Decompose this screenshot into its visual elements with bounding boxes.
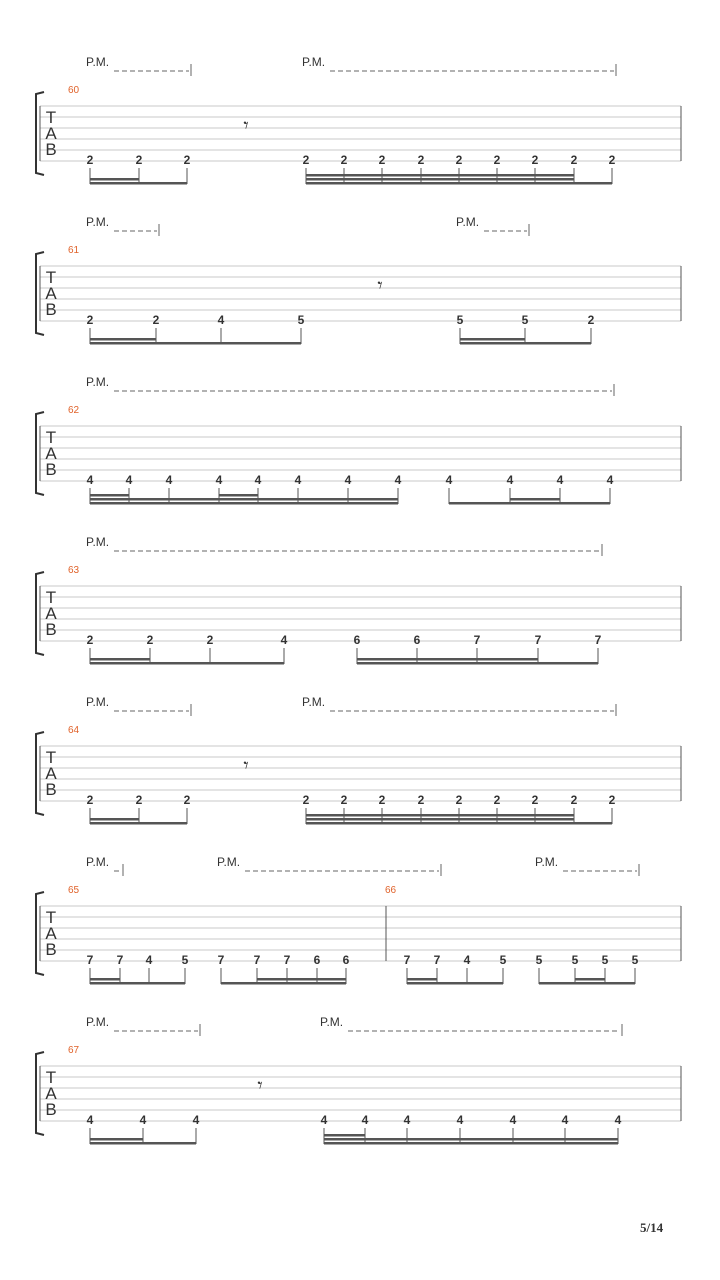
tab-system [36, 375, 681, 505]
fret-number: 2 [183, 793, 191, 807]
beam [90, 178, 139, 181]
fret-number: 5 [456, 313, 464, 327]
measure-number: 61 [68, 245, 80, 256]
tab-clef-letter: T [45, 268, 57, 287]
tab-clef-letter: B [45, 1100, 57, 1119]
tab-clef-letter: B [45, 780, 57, 799]
fret-number: 4 [456, 1113, 464, 1127]
fret-number: 2 [417, 153, 425, 167]
fret-number: 5 [601, 953, 609, 967]
fret-number: 2 [135, 793, 143, 807]
fret-number: 4 [556, 473, 564, 487]
tab-system [36, 535, 681, 665]
tab-clef-letter: T [45, 588, 57, 607]
beam [90, 498, 398, 501]
measure-number: 65 [68, 885, 80, 896]
fret-number: 5 [521, 313, 529, 327]
fret-number: 4 [606, 473, 614, 487]
fret-number: 2 [378, 153, 386, 167]
fret-number: 2 [86, 633, 94, 647]
eighth-rest: 𝄾 [257, 1073, 263, 1097]
fret-number: 4 [215, 473, 223, 487]
fret-number: 4 [86, 473, 94, 487]
beam [90, 818, 139, 821]
beam [90, 978, 120, 981]
fret-number: 4 [506, 473, 514, 487]
fret-number: 4 [192, 1113, 200, 1127]
tab-system [36, 55, 681, 185]
beam [575, 978, 605, 981]
beam [90, 502, 398, 505]
fret-number: 4 [294, 473, 302, 487]
beam [306, 814, 574, 817]
fret-number: 2 [86, 793, 94, 807]
fret-number: 4 [320, 1113, 328, 1127]
tab-clef-letter: B [45, 140, 57, 159]
tab-clef-letter: A [45, 284, 57, 303]
fret-number: 2 [417, 793, 425, 807]
fret-number: 2 [608, 793, 616, 807]
fret-number: 5 [535, 953, 543, 967]
fret-number: 2 [302, 153, 310, 167]
palm-mute-label: P.M. [320, 1015, 344, 1029]
fret-number: 4 [280, 633, 288, 647]
fret-number: 4 [145, 953, 153, 967]
beam [306, 822, 612, 825]
fret-number: 7 [594, 633, 602, 647]
tab-clef-letter: A [45, 444, 57, 463]
beam [90, 658, 150, 661]
fret-number: 2 [378, 793, 386, 807]
measure-number: 62 [68, 405, 80, 416]
tab-clef-letter: A [45, 1084, 57, 1103]
fret-number: 7 [217, 953, 225, 967]
page-number: 5/14 [640, 1220, 664, 1235]
fret-number: 7 [473, 633, 481, 647]
tab-clef-letter: A [45, 924, 57, 943]
fret-number: 2 [570, 153, 578, 167]
fret-number: 4 [394, 473, 402, 487]
beam [90, 982, 185, 985]
tab-clef-letter: T [45, 908, 57, 927]
tab-clef-letter: B [45, 620, 57, 639]
fret-number: 4 [86, 1113, 94, 1127]
fret-number: 6 [313, 953, 321, 967]
beam [306, 818, 574, 821]
fret-number: 5 [571, 953, 579, 967]
measure-number: 60 [68, 85, 80, 96]
palm-mute-label: P.M. [86, 215, 110, 229]
tab-system [36, 215, 681, 345]
fret-number: 2 [493, 793, 501, 807]
beam [219, 494, 258, 497]
fret-number: 5 [631, 953, 639, 967]
beam [306, 174, 574, 177]
fret-number: 2 [608, 153, 616, 167]
palm-mute-label: P.M. [217, 855, 241, 869]
fret-number: 4 [463, 953, 471, 967]
fret-number: 4 [403, 1113, 411, 1127]
measure-number: 66 [385, 885, 397, 896]
fret-number: 4 [445, 473, 453, 487]
beam [539, 982, 635, 985]
tab-clef-letter: A [45, 604, 57, 623]
fret-number: 6 [353, 633, 361, 647]
palm-mute-label: P.M. [302, 695, 326, 709]
beam [306, 182, 612, 185]
fret-number: 2 [340, 793, 348, 807]
palm-mute-label: P.M. [86, 695, 110, 709]
fret-number: 4 [614, 1113, 622, 1127]
fret-number: 4 [561, 1113, 569, 1127]
measure-number: 67 [68, 1045, 80, 1056]
beam [460, 342, 591, 345]
fret-number: 6 [413, 633, 421, 647]
tab-clef-letter: B [45, 940, 57, 959]
fret-number: 7 [433, 953, 441, 967]
palm-mute-label: P.M. [456, 215, 480, 229]
beam [324, 1142, 618, 1145]
fret-number: 2 [86, 313, 94, 327]
beam [357, 658, 538, 661]
fret-number: 7 [86, 953, 94, 967]
fret-number: 2 [340, 153, 348, 167]
eighth-rest: 𝄾 [377, 273, 383, 297]
tab-clef-letter: T [45, 748, 57, 767]
beam [357, 662, 598, 665]
palm-mute-label: P.M. [86, 55, 110, 69]
fret-number: 7 [253, 953, 261, 967]
fret-number: 2 [86, 153, 94, 167]
fret-number: 4 [254, 473, 262, 487]
fret-number: 4 [125, 473, 133, 487]
fret-number: 5 [499, 953, 507, 967]
beam [90, 342, 301, 345]
palm-mute-label: P.M. [535, 855, 559, 869]
beam [460, 338, 525, 341]
fret-number: 2 [455, 793, 463, 807]
beam [407, 978, 437, 981]
tab-system [36, 695, 681, 825]
fret-number: 4 [165, 473, 173, 487]
fret-number: 4 [509, 1113, 517, 1127]
fret-number: 2 [455, 153, 463, 167]
fret-number: 4 [344, 473, 352, 487]
measure-number: 64 [68, 725, 80, 736]
beam [90, 1142, 196, 1145]
fret-number: 7 [534, 633, 542, 647]
eighth-rest: 𝄾 [243, 753, 249, 777]
fret-number: 2 [152, 313, 160, 327]
fret-number: 5 [297, 313, 305, 327]
tab-clef-letter: B [45, 300, 57, 319]
tab-system [36, 855, 681, 985]
beam [449, 502, 610, 505]
fret-number: 7 [283, 953, 291, 967]
beam [257, 978, 346, 981]
palm-mute-label: P.M. [86, 855, 110, 869]
tab-clef-letter: T [45, 108, 57, 127]
fret-number: 2 [587, 313, 595, 327]
fret-number: 7 [116, 953, 124, 967]
beam [90, 182, 187, 185]
tab-clef-letter: A [45, 764, 57, 783]
fret-number: 2 [531, 153, 539, 167]
tab-system [36, 1015, 681, 1145]
beam [221, 982, 346, 985]
fret-number: 2 [570, 793, 578, 807]
fret-number: 4 [361, 1113, 369, 1127]
fret-number: 2 [146, 633, 154, 647]
fret-number: 2 [302, 793, 310, 807]
eighth-rest: 𝄾 [243, 113, 249, 137]
beam [90, 494, 129, 497]
beam [90, 338, 156, 341]
fret-number: 5 [181, 953, 189, 967]
fret-number: 2 [493, 153, 501, 167]
palm-mute-label: P.M. [86, 375, 110, 389]
beam [324, 1138, 618, 1141]
measure-number: 63 [68, 565, 80, 576]
palm-mute-label: P.M. [86, 1015, 110, 1029]
fret-number: 2 [206, 633, 214, 647]
beam [510, 498, 560, 501]
tab-clef-letter: T [45, 1068, 57, 1087]
tab-clef-letter: T [45, 428, 57, 447]
fret-number: 6 [342, 953, 350, 967]
beam [90, 822, 187, 825]
fret-number: 4 [217, 313, 225, 327]
beam [90, 662, 284, 665]
tab-clef-letter: B [45, 460, 57, 479]
beam [90, 1138, 143, 1141]
fret-number: 2 [135, 153, 143, 167]
beam [407, 982, 503, 985]
fret-number: 2 [183, 153, 191, 167]
fret-number: 2 [531, 793, 539, 807]
beam [324, 1134, 365, 1137]
palm-mute-label: P.M. [86, 535, 110, 549]
tab-clef-letter: A [45, 124, 57, 143]
beam [306, 178, 574, 181]
fret-number: 4 [139, 1113, 147, 1127]
fret-number: 7 [403, 953, 411, 967]
palm-mute-label: P.M. [302, 55, 326, 69]
